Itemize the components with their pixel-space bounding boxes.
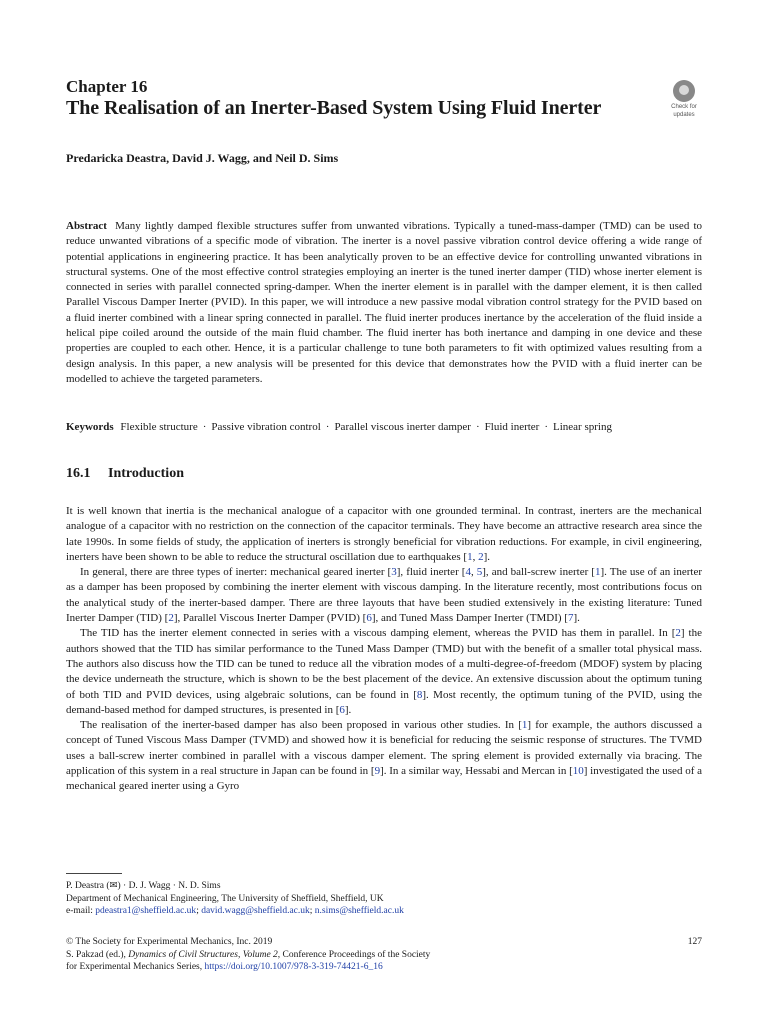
email-link[interactable]: n.sims@sheffield.ac.uk [314, 906, 404, 916]
footnote-divider [66, 873, 122, 874]
introduction-body [66, 504, 702, 795]
section-number: 16.1 [66, 466, 91, 481]
citation-link[interactable]: 2 [675, 627, 681, 640]
paragraph: The realisation of the inerter-based damper has also been proposed in various other studies. In [1] for example, the authors discussed a concept of Tuned Viscous Mass Damper (TVMD) and showed how it is beneficial for reducing the seismic response of structures. The TVMD uses a ball-screw inerter combined in parallel with a viscous damper element. The spring element is provided externally via bracing. The application of this system in a real structure in Japan can be found in [9]. In a similar way, Hessabi and Mercan in [10] investigated the used of a mechanical geared inerter using a Gyro [66, 719, 702, 793]
abstract-text: Many lightly damped flexible structures suffer from unwanted vibrations. Typically a tuned-mass-damper (TMD) can be used to reduce unwanted vibrations of a specific mode of vibration. The inerter is a novel passive vibration control device offering a wide range of potential applications in engineering practice. It has been analytically proven to be an effective device for controlling unwanted vibrations in structural systems. One of the most effective control strategies employing an inerter is the tuned inerter damper (TID) whose inerter element is connected in series with parallel connected spring-damper. When the inerter element is in parallel with the damper element, it is then called Parallel Viscous Damper Inerter (PVID). In this paper, we will introduce a new passive modal vibration control strategy for the PVID based on a fluid inerter combined with a linear spring connected in parallel. The fluid inerter produces inertance by the acceleration of the fluid inside a helical pipe coiled around the outside of the main fluid chamber. The fluid inerter has both inertance and damping in one device and these properties are coupled to each other. Hence, it is a particular challenge to tune both parameters to fit with optimized values resulting from a design analysis. In this paper, a new analysis will be presented for this device that demonstrates how the PVID with a fluid inerter can be modelled to achieve the targeted parameters. [66, 220, 703, 385]
abstract [66, 219, 702, 387]
keyword-item: Parallel viscous inerter damper [334, 421, 471, 433]
badge-label-line2: updates [673, 112, 695, 118]
citation-link[interactable]: 2 [478, 550, 484, 563]
copyright-block [66, 936, 702, 974]
keyword-item: Flexible structure [120, 421, 198, 433]
copyright-line: © The Society for Experimental Mechanics, Inc. 2019 [66, 937, 273, 947]
citation-link[interactable]: 7 [567, 612, 574, 625]
citation-link[interactable]: 6 [339, 703, 345, 716]
page-number: 127 [687, 937, 702, 947]
check-for-updates-badge[interactable] [664, 80, 704, 122]
citation-link[interactable]: 5 [476, 566, 483, 579]
check-for-updates-icon [673, 80, 695, 102]
paragraph: In general, there are three types of inerter: mechanical geared inerter [3], fluid inerter [4, 5], and ball-screw inerter [1]. The use of an inerter as a damper has been proposed by combining the inerter element with viscous damping. In the literature recently, most contributions focus on the analytical study of the inerter-based damper. There are three layouts that have been studied extensively in the existing literature: Tuned Inerter Damper (TID) [2], Parallel Viscous Inerter Damper (PVID) [6], and Tuned Mass Damper Inerter (TMDI) [7]. [66, 566, 703, 625]
email-link[interactable]: pdeastra1@sheffield.ac.uk [95, 906, 197, 916]
keywords-label: Keywords [66, 421, 114, 433]
doi-link[interactable]: https://doi.org/10.1007/978-3-319-74421-6_16 [204, 962, 383, 972]
footnote-emails: e-mail: pdeastra1@sheffield.ac.uk; david.wagg@sheffield.ac.uk; n.sims@sheffield.ac.uk [66, 906, 404, 916]
footnote-names: P. Deastra (✉) · D. J. Wagg · N. D. Sims [66, 881, 221, 891]
abstract-label: Abstract [66, 220, 107, 232]
chapter-label: Chapter 16 [66, 77, 148, 96]
citation-link[interactable]: 6 [366, 612, 372, 625]
citation-link[interactable]: 10 [572, 765, 584, 778]
citation-link[interactable]: 1 [467, 550, 473, 563]
citation-link[interactable]: 8 [416, 688, 423, 701]
citation-link[interactable]: 2 [168, 612, 174, 625]
citation-link[interactable]: 1 [521, 719, 528, 732]
citation-link[interactable]: 4 [465, 566, 471, 579]
paragraph: The TID has the inerter element connected in series with a viscous damping element, whereas the PVID has them in parallel. In [2] the authors showed that the TID has similar performance to the Tuned Mass Damper (TMD) but with the benefit of a smaller total physical mass. The authors also discuss how the TID can be tuned to reduce all the vibration modes of a multi-degree-of-freedom (MDOF) system by placing the device underneath the structure, which is shown to be the best placement of the device. An extensive discussion about the optimum tuning of both TID and PVID devices, using algebraic solutions, can be found in [8]. Most recently, the optimum tuning of the PVID, using the demand-based method for damped structures, is presented in [6]. [66, 627, 702, 716]
keyword-item: Passive vibration control [211, 421, 321, 433]
keywords: Keywords Flexible structure · Passive vibration control · Parallel viscous inerter damper · Fluid inerter · Linear spring [66, 421, 612, 433]
citation-line: S. Pakzad (ed.), Dynamics of Civil Structures, Volume 2, Conference Proceedings of the Society [66, 949, 431, 960]
paragraph: It is well known that inertia is the mechanical analogue of a capacitor with one grounded terminal. In contrast, inerters are the mechanical analogue of a capacitor with no restriction on the connection of the capacitor terminals. They have become an attractive research area since the late 1990s. In some fields of study, the application of inerters is strongly beneficial for vibration reductions. For example, in civil engineering, inerters have been shown to be able to reduce the structural oscillation due to earthquakes [1, 2]. [66, 505, 702, 563]
email-link[interactable]: david.wagg@sheffield.ac.uk [201, 906, 310, 916]
badge-label-line1: Check for [671, 104, 697, 110]
citation-link[interactable]: 1 [594, 566, 601, 579]
paper-title: The Realisation of an Inerter-Based System Using Fluid Inerter [66, 97, 602, 119]
footnote-affiliation: Department of Mechanical Engineering, The University of Sheffield, Sheffield, UK [66, 893, 384, 904]
section-title: Introduction [108, 466, 184, 481]
author-list: Predaricka Deastra, David J. Wagg, and Neil D. Sims [66, 151, 339, 165]
series-line: for Experimental Mechanics Series, https://doi.org/10.1007/978-3-319-74421-6_16 [66, 962, 383, 972]
author-footnote [66, 880, 404, 918]
citation-link[interactable]: 9 [374, 765, 381, 778]
citation-link[interactable]: 3 [391, 566, 397, 579]
section-heading [66, 466, 184, 482]
keyword-item: Fluid inerter [484, 421, 540, 433]
keyword-item: Linear spring [553, 421, 612, 433]
